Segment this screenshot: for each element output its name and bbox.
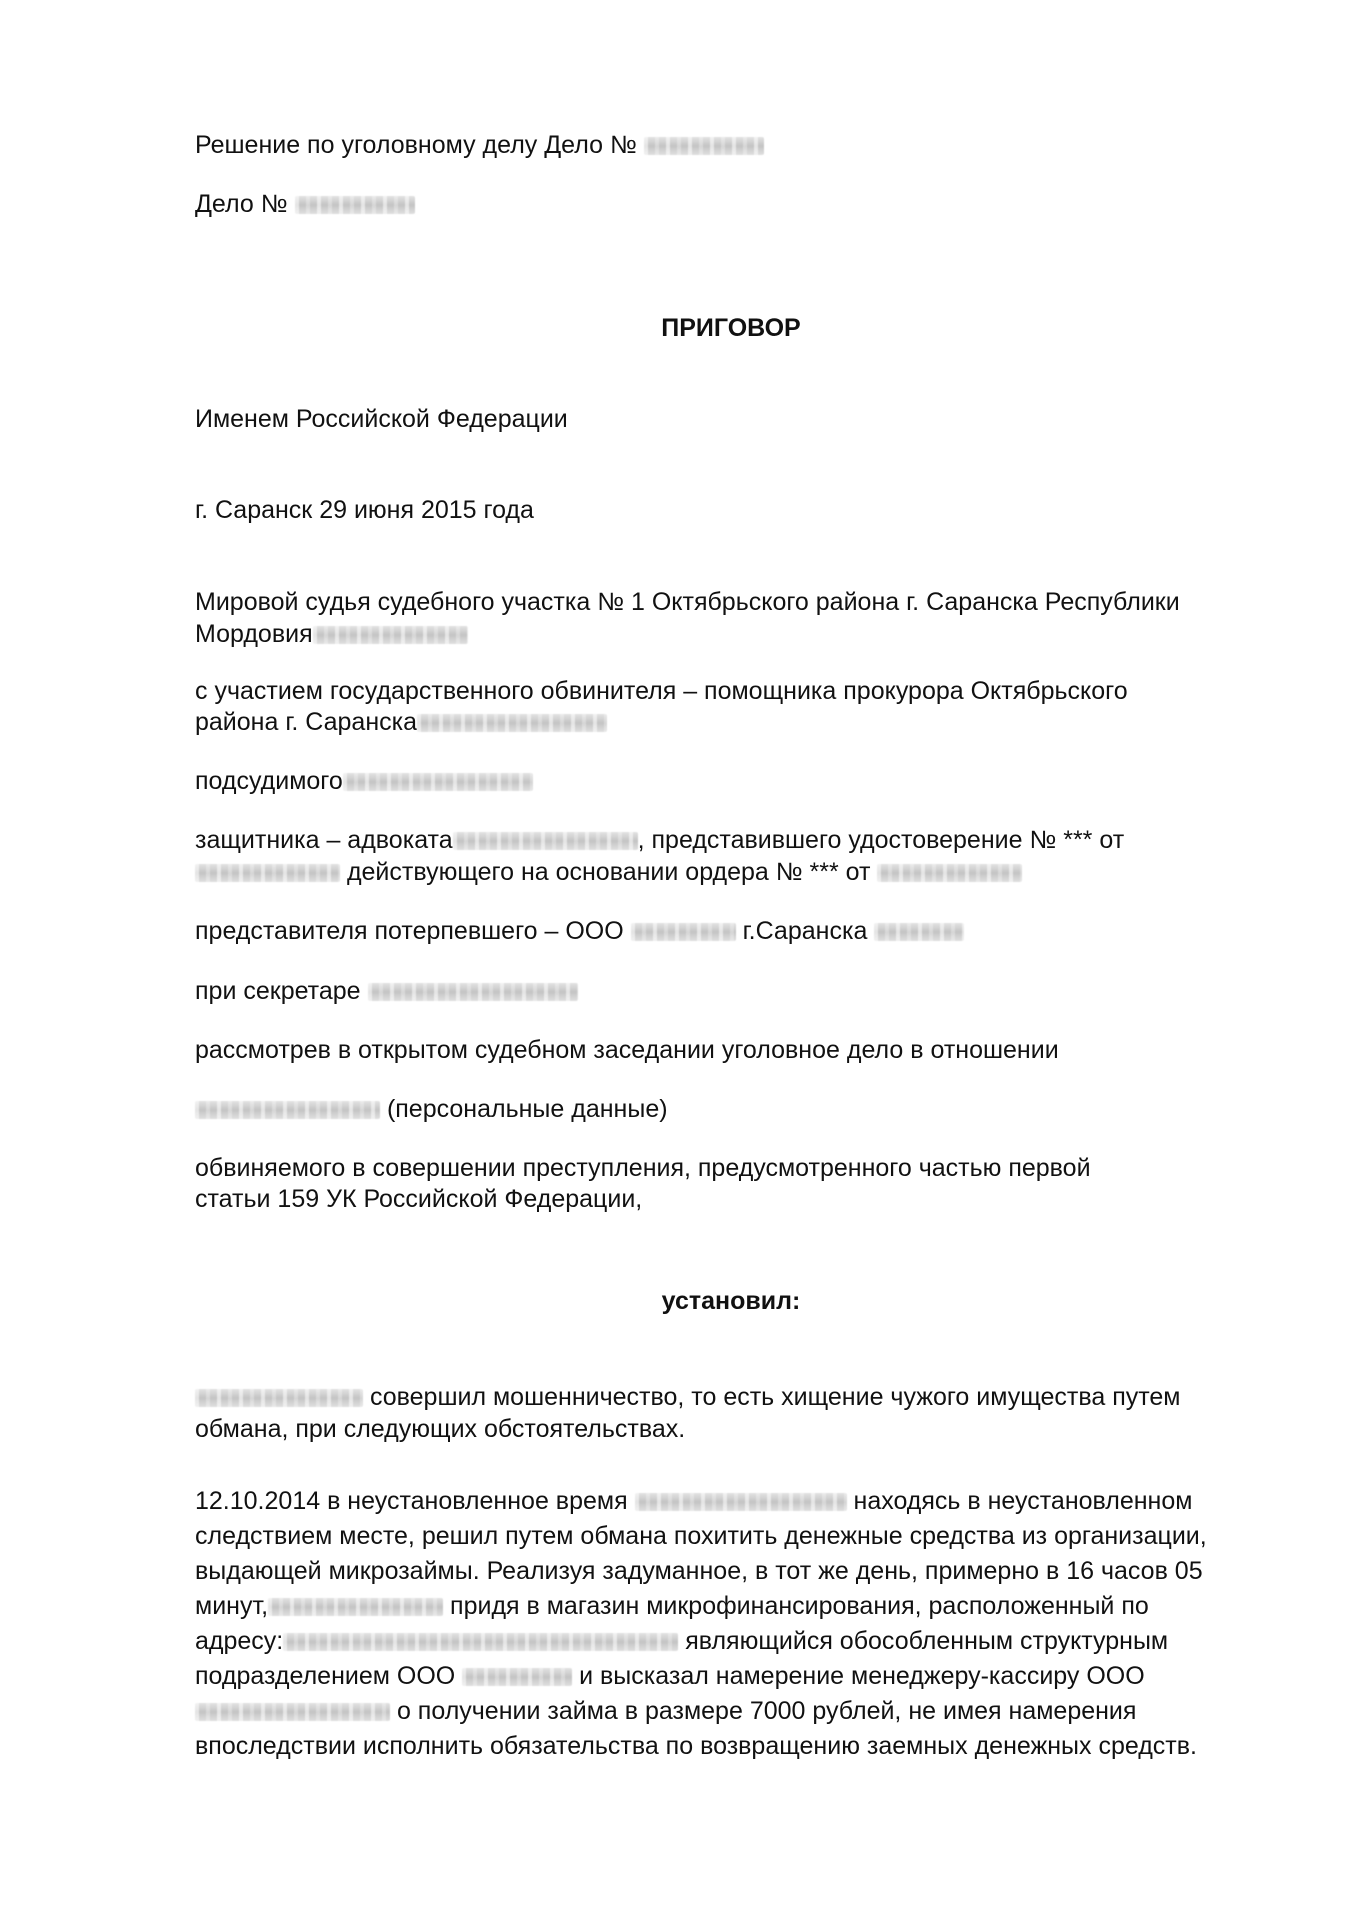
- body-paragraph-2-line-4: минут, придя в магазин микрофинансирования, расположенный по: [195, 1592, 1149, 1620]
- redacted-order-date: [877, 864, 1022, 882]
- lawyer-line-2: действующего на основании ордера № *** от: [195, 855, 1022, 890]
- lawyer-line-1: защитника – адвоката , представившего удостоверение № *** от: [195, 826, 1125, 854]
- body-paragraph-2-line-2: следствием месте, решил путем обмана похитить денежные средства из организации,: [195, 1522, 1207, 1550]
- document-heading: ПРИГОВОР: [661, 314, 801, 342]
- redacted-address: [283, 1633, 678, 1651]
- redacted-representative-name: [874, 923, 964, 941]
- redacted-accused-name: [635, 1493, 847, 1511]
- name-of-federation: Именем Российской Федерации: [195, 405, 568, 433]
- judge-line-2: Мордовия: [195, 617, 468, 652]
- body-paragraph-2-line-5: адресу: являющийся обособленным структурным: [195, 1627, 1169, 1655]
- redacted-accused-name: [195, 1101, 380, 1119]
- body-paragraph-2-line-3: выдающей микрозаймы. Реализуя задуманное, в тот же день, примерно в 16 часов 05: [195, 1557, 1203, 1585]
- body-paragraph-1-line-2: обмана, при следующих обстоятельствах.: [195, 1415, 686, 1443]
- charge-line-1: обвиняемого в совершении преступления, предусмотренного частью первой: [195, 1154, 1091, 1182]
- prosecutor-line-2: района г. Саранска: [195, 705, 607, 740]
- body-paragraph-2-line-6: подразделением ООО и высказал намерение менеджеру-кассиру ООО: [195, 1662, 1145, 1690]
- redacted-judge-name: [313, 626, 468, 644]
- redacted-accused-name: [195, 1389, 363, 1407]
- body-paragraph-2-line-1: 12.10.2014 в неустановленное время находясь в неустановленном: [195, 1487, 1193, 1515]
- redacted-company-name: [195, 1703, 390, 1721]
- case-number-line: Дело №: [195, 187, 415, 222]
- redacted-lawyer-name: [453, 832, 638, 850]
- established-heading: установил:: [661, 1287, 801, 1315]
- victim-representative-line: представителя потерпевшего – ООО г.Саранска: [195, 914, 964, 949]
- considered-line: рассмотрев в открытом судебном заседании уголовное дело в отношении: [195, 1036, 1059, 1064]
- defendant-line: подсудимого: [195, 764, 533, 799]
- redacted-company-name: [462, 1668, 572, 1686]
- place-and-date: г. Саранск 29 июня 2015 года: [195, 496, 534, 524]
- prosecutor-line-1: с участием государственного обвинителя – помощника прокурора Октябрьского: [195, 677, 1128, 705]
- redacted-case-number: [295, 196, 415, 214]
- redacted-accused-name: [268, 1598, 443, 1616]
- judge-line-1: Мировой судья судебного участка № 1 Октябрьского района г. Саранска Республики: [195, 588, 1180, 616]
- accused-name-line: (персональные данные): [195, 1092, 668, 1127]
- redacted-prosecutor-name: [417, 714, 607, 732]
- redacted-defendant-name: [343, 773, 533, 791]
- body-paragraph-2-line-7: о получении займа в размере 7000 рублей, не имея намерения: [195, 1694, 1136, 1729]
- redacted-certificate-date: [195, 864, 340, 882]
- redacted-company-name: [631, 923, 736, 941]
- body-paragraph-1-line-1: совершил мошенничество, то есть хищение чужого имущества путем: [195, 1380, 1181, 1415]
- secretary-line: при секретаре: [195, 974, 578, 1009]
- document-title-line: Решение по уголовному делу Дело №: [195, 128, 764, 163]
- redacted-secretary-name: [368, 983, 578, 1001]
- charge-line-2: статьи 159 УК Российской Федерации,: [195, 1185, 643, 1213]
- body-paragraph-2-line-8: впоследствии исполнить обязательства по возвращению заемных денежных средств.: [195, 1732, 1197, 1760]
- redacted-case-number: [644, 137, 764, 155]
